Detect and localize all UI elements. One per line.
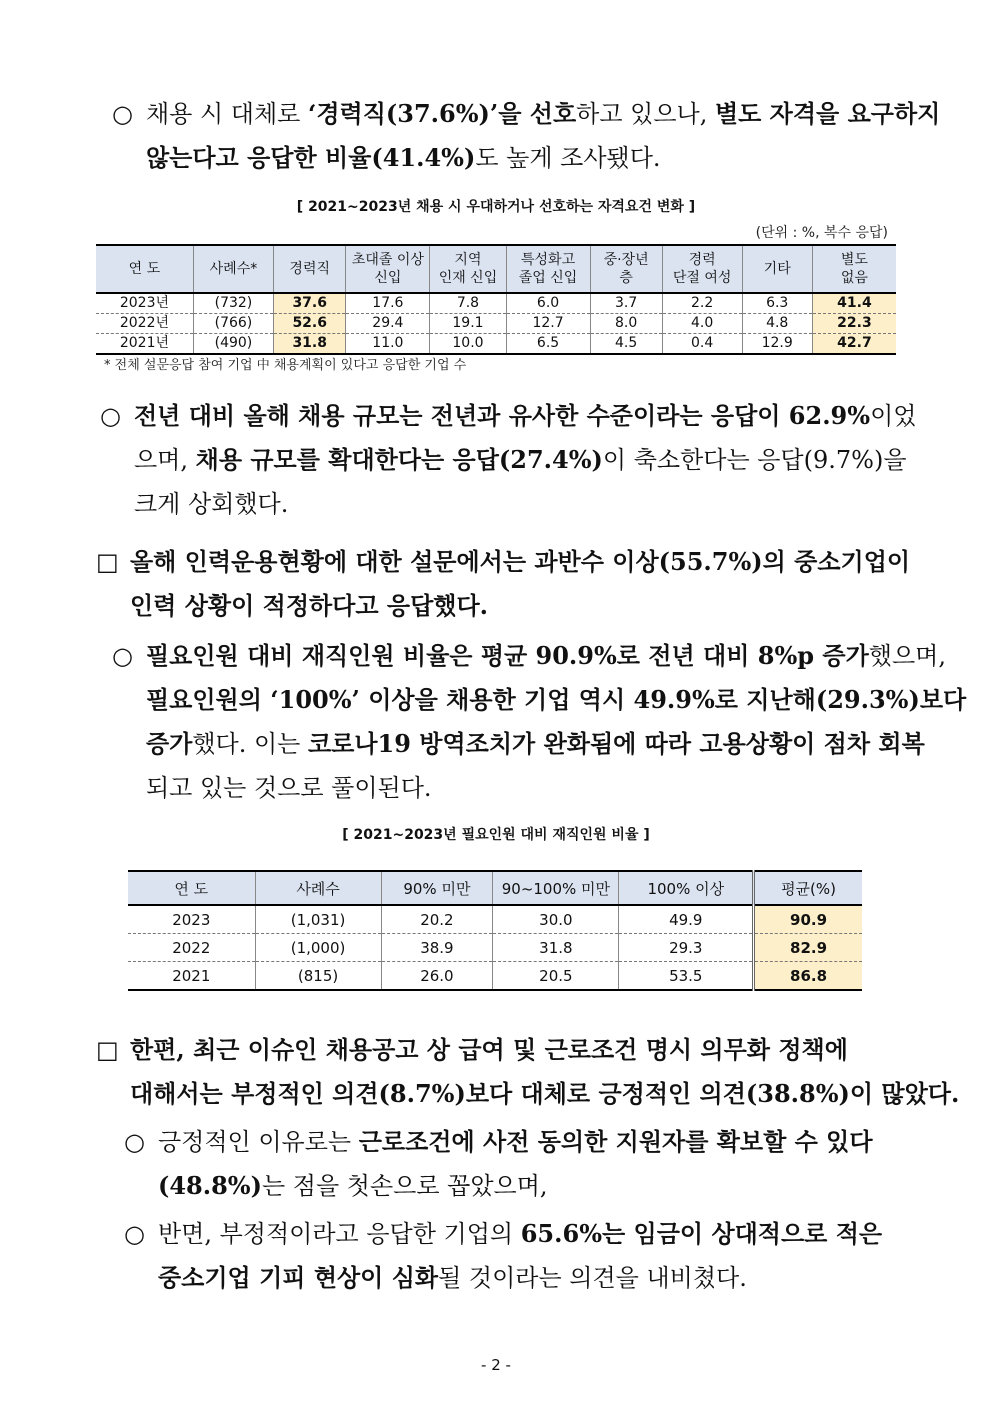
table2-header: 90% 미만 <box>381 871 493 905</box>
bullet-marker: ○ <box>112 642 133 670</box>
table-cell: 8.0 <box>590 314 662 334</box>
bold-text: 필요인원의 ‘100%’ 이상을 채용한 기업 역시 49.9%로 지난해(29.3%)보다 <box>146 685 967 714</box>
table-cell: 3.7 <box>590 293 662 314</box>
header-text: 중·장년 <box>603 252 649 268</box>
table1-footnote: * 전체 설문응답 참여 기업 中 채용계획이 있다고 응답한 기업 수 <box>104 358 467 373</box>
table-cell: 42.7 <box>812 334 896 355</box>
header-text: 지역 <box>454 252 482 268</box>
bold-text: 않는다고 응답한 비율(41.4%) <box>146 143 476 172</box>
table-cell: 53.5 <box>619 962 754 991</box>
paragraph-workforce-status <box>96 540 910 628</box>
paragraph-hiring-scale <box>100 394 916 526</box>
table2-header: 90~100% 미만 <box>493 871 619 905</box>
table-row <box>96 334 896 355</box>
text: 긍정적인 이유로는 <box>158 1128 359 1156</box>
bold-text: 근로조건에 사전 동의한 지원자를 확보할 수 있다 <box>358 1127 873 1156</box>
bold-text: 중소기업 기피 현상이 심화 <box>158 1263 439 1292</box>
header-text: 경력 <box>688 252 716 268</box>
table-cell: 12.7 <box>506 314 590 334</box>
para-line <box>112 634 966 678</box>
table-cell: 2021년 <box>96 334 193 355</box>
table-cell: 17.6 <box>346 293 430 314</box>
table-cell: (1,000) <box>255 934 381 962</box>
table-cell: (732) <box>193 293 273 314</box>
table-row <box>128 934 862 962</box>
table1-header <box>506 245 590 293</box>
table-cell: 6.0 <box>506 293 590 314</box>
table2-caption: [ 2021~2023년 필요인원 대비 재직인원 비율 ] <box>342 827 650 843</box>
bold-text: 인력 상황이 적정하다고 응답했다. <box>130 591 488 620</box>
header-text: 신입 <box>374 270 402 286</box>
table-cell: 6.3 <box>742 293 812 314</box>
table-cell: 2021 <box>128 962 255 991</box>
text: 했으며, <box>868 642 946 670</box>
header-text: 초대졸 이상 <box>351 252 424 268</box>
text: 하고 있으나, <box>576 100 715 128</box>
paragraph-negative-reason <box>124 1212 882 1300</box>
table-cell: 29.4 <box>346 314 430 334</box>
qualification-table <box>96 244 896 355</box>
header-text: 인재 신입 <box>438 270 498 286</box>
header-text: 단절 여성 <box>672 270 732 286</box>
bullet-marker: ○ <box>124 1220 145 1248</box>
para-line <box>124 1120 873 1164</box>
paragraph-hiring-preference <box>112 92 940 180</box>
text: 는 점을 첫손으로 꼽았으며, <box>261 1172 548 1200</box>
table2-header: 사례수 <box>255 871 381 905</box>
table1-caption: [ 2021~2023년 채용 시 우대하거나 선호하는 자격요건 변화 ] <box>296 199 696 215</box>
table-cell: 20.5 <box>493 962 619 991</box>
table-cell: 4.5 <box>590 334 662 355</box>
table-cell: 90.9 <box>754 905 862 934</box>
bold-text: 채용 규모를 확대한다는 응답(27.4%) <box>195 445 603 474</box>
table-cell: 10.0 <box>430 334 506 355</box>
table-cell: 4.0 <box>662 314 742 334</box>
para-line <box>112 92 940 136</box>
table-cell: 19.1 <box>430 314 506 334</box>
header-text: 경력직 <box>289 261 330 277</box>
paragraph-policy-opinion <box>96 1028 959 1116</box>
bold-text: ‘경력직(37.6%)’을 선호 <box>308 99 577 128</box>
bold-text: 코로나19 방역조치가 완화됨에 따라 고용상황이 점차 회복 <box>308 729 925 758</box>
table-cell: 6.5 <box>506 334 590 355</box>
square-marker: □ <box>96 1036 119 1064</box>
table-cell: (1,031) <box>255 905 381 934</box>
para-line <box>96 540 910 584</box>
para-line <box>96 1072 959 1116</box>
table-cell: 2022년 <box>96 314 193 334</box>
paragraph-staffing-ratio <box>112 634 966 810</box>
square-marker: □ <box>96 548 119 576</box>
bold-text: 65.6%는 임금이 상대적으로 적은 <box>520 1219 883 1248</box>
table1-header <box>96 245 193 293</box>
bold-text: (48.8%) <box>158 1171 262 1200</box>
para-line <box>96 1028 959 1072</box>
header-text: 사례수* <box>209 261 258 277</box>
table-cell: 31.8 <box>274 334 346 355</box>
table-row <box>128 962 862 991</box>
text: 했다. 이는 <box>192 730 308 758</box>
table-cell: 4.8 <box>742 314 812 334</box>
text: 이었 <box>870 402 917 430</box>
para-line <box>100 438 916 482</box>
paragraph-positive-reason <box>124 1120 873 1208</box>
table1-header <box>662 245 742 293</box>
table1-header <box>193 245 273 293</box>
staffing-ratio-table <box>128 870 862 991</box>
table-cell: 41.4 <box>812 293 896 314</box>
bold-text: 한편, 최근 이슈인 채용공고 상 급여 및 근로조건 명시 의무화 정책에 <box>130 1035 848 1064</box>
bold-text: 별도 자격을 요구하지 <box>714 99 941 128</box>
para-line <box>124 1164 873 1208</box>
table1-header <box>430 245 506 293</box>
table-row <box>96 293 896 314</box>
table-cell: 31.8 <box>493 934 619 962</box>
table-cell: 11.0 <box>346 334 430 355</box>
bold-text: 올해 인력운용현황에 대한 설문에서는 과반수 이상(55.7%)의 중소기업이 <box>130 547 911 576</box>
bold-text: 증가 <box>146 729 193 758</box>
table-cell: 22.3 <box>812 314 896 334</box>
text: 되고 있는 것으로 풀이된다. <box>146 774 432 802</box>
para-line <box>124 1256 882 1300</box>
text: 될 것이라는 의견을 내비쳤다. <box>438 1264 747 1292</box>
table-cell: 2023 <box>128 905 255 934</box>
table2-header: 평균(%) <box>754 871 862 905</box>
table-row <box>128 905 862 934</box>
text: 도 높게 조사됐다. <box>475 144 661 172</box>
table-cell: (766) <box>193 314 273 334</box>
table1-unit: (단위 : %, 복수 응답) <box>755 225 888 241</box>
bullet-marker: ○ <box>100 402 121 430</box>
para-line <box>96 584 910 628</box>
table-cell: 49.9 <box>619 905 754 934</box>
table1-header <box>742 245 812 293</box>
text: 반면, 부정적이라고 응답한 기업의 <box>158 1220 521 1248</box>
para-line <box>100 482 916 526</box>
para-line <box>100 394 916 438</box>
table-cell: 38.9 <box>381 934 493 962</box>
bold-text: 전년 대비 올해 채용 규모는 전년과 유사한 수준이라는 응답이 62.9% <box>134 401 871 430</box>
bold-text: 대해서는 부정적인 의견(8.7%)보다 대체로 긍정적인 의견(38.8%)이 많았다. <box>130 1079 960 1108</box>
text: 이 축소한다는 응답(9.7%)을 <box>602 446 907 474</box>
table-cell: 2022 <box>128 934 255 962</box>
table-cell: 2.2 <box>662 293 742 314</box>
header-text: 졸업 신입 <box>518 270 578 286</box>
table-cell: (490) <box>193 334 273 355</box>
table-cell: 52.6 <box>274 314 346 334</box>
para-line <box>124 1212 882 1256</box>
bold-text: 필요인원 대비 재직인원 비율은 평균 90.9%로 전년 대비 8%p 증가 <box>146 641 869 670</box>
table-cell: 7.8 <box>430 293 506 314</box>
header-text: 별도 <box>840 252 868 268</box>
table-row <box>96 314 896 334</box>
table-cell: 29.3 <box>619 934 754 962</box>
header-text: 기타 <box>763 261 791 277</box>
header-text: 층 <box>619 270 633 286</box>
bullet-marker: ○ <box>112 100 133 128</box>
table-cell: 37.6 <box>274 293 346 314</box>
bullet-marker: ○ <box>124 1128 145 1156</box>
table-cell: 86.8 <box>754 962 862 991</box>
table-cell: 82.9 <box>754 934 862 962</box>
para-line <box>112 766 966 810</box>
header-text: 연 도 <box>128 261 161 277</box>
table2-header: 100% 이상 <box>619 871 754 905</box>
table-cell: 20.2 <box>381 905 493 934</box>
table-cell: 30.0 <box>493 905 619 934</box>
table2-header: 연 도 <box>128 871 255 905</box>
header-text: 없음 <box>840 270 868 286</box>
table-cell: (815) <box>255 962 381 991</box>
table1-header <box>346 245 430 293</box>
table-cell: 0.4 <box>662 334 742 355</box>
table-cell: 26.0 <box>381 962 493 991</box>
header-text: 특성화고 <box>521 252 576 268</box>
text: 크게 상회했다. <box>134 490 289 518</box>
para-line <box>112 722 966 766</box>
text: 으며, <box>134 446 196 474</box>
table1-header <box>812 245 896 293</box>
text: 채용 시 대체로 <box>146 100 308 128</box>
table-cell: 12.9 <box>742 334 812 355</box>
para-line <box>112 136 940 180</box>
table1-header <box>274 245 346 293</box>
page-number: - 2 - <box>481 1356 511 1374</box>
table-cell: 2023년 <box>96 293 193 314</box>
para-line <box>112 678 966 722</box>
table1-header <box>590 245 662 293</box>
